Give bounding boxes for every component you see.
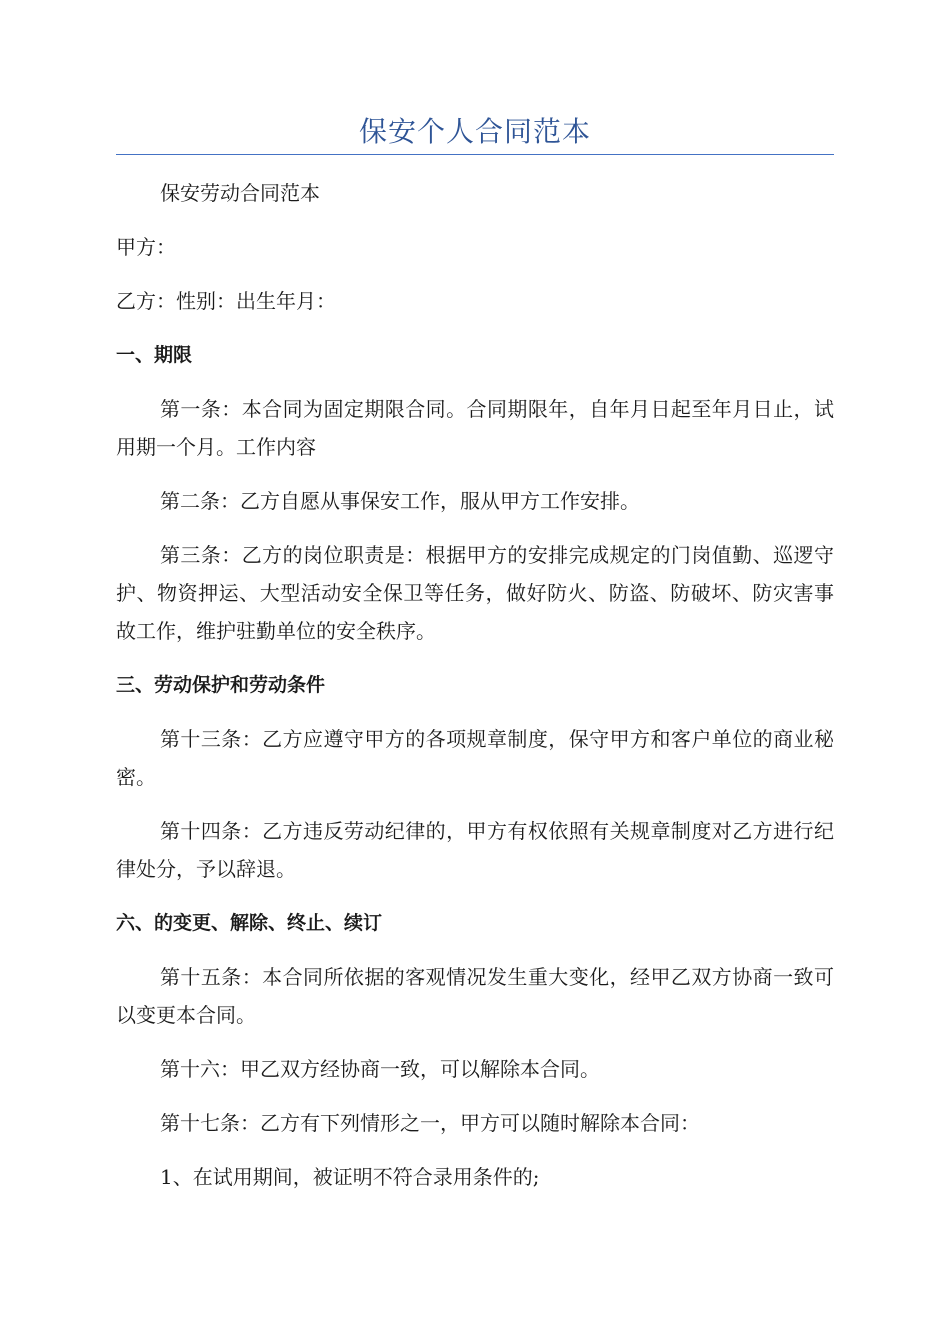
title-underline bbox=[116, 154, 834, 155]
paragraph-party-b: 乙方：性别：出生年月： bbox=[116, 289, 336, 313]
section-heading-labor-protection: 三、劳动保护和劳动条件 bbox=[116, 674, 326, 696]
paragraph-item-1: 1、在试用期间，被证明不符合录用条件的; bbox=[160, 1165, 540, 1189]
paragraph-article-15: 第十五条：本合同所依据的客观情况发生重大变化，经甲乙双方协商一致可以变更本合同。 bbox=[116, 965, 834, 1027]
section-heading-term: 一、期限 bbox=[116, 344, 193, 366]
paragraph-article-2: 第二条：乙方自愿从事保安工作，服从甲方工作安排。 bbox=[160, 489, 640, 513]
paragraph-article-17: 第十七条：乙方有下列情形之一，甲方可以随时解除本合同： bbox=[160, 1111, 700, 1135]
document-body bbox=[116, 174, 834, 1212]
paragraph-article-14: 第十四条：乙方违反劳动纪律的，甲方有权依照有关规章制度对乙方进行纪律处分，予以辞退。 bbox=[116, 819, 834, 881]
paragraph-party-a: 甲方： bbox=[116, 235, 176, 259]
section-heading-contract-changes: 六、的变更、解除、终止、续订 bbox=[116, 912, 383, 934]
paragraph-article-3: 第三条：乙方的岗位职责是：根据甲方的安排完成规定的门岗值勤、巡逻守护、物资押运、大型活动安全保卫等任务，做好防火、防盗、防破坏、防灾害事故工作，维护驻勤单位的安全秩序。 bbox=[116, 543, 834, 643]
document-title: 保安个人合同范本 bbox=[358, 115, 591, 148]
paragraph-subtitle: 保安劳动合同范本 bbox=[160, 181, 320, 205]
paragraph-article-16: 第十六：甲乙双方经协商一致，可以解除本合同。 bbox=[160, 1057, 600, 1081]
paragraph-article-1: 第一条：本合同为固定期限合同。合同期限年，自年月日起至年月日止，试用期一个月。工作内容 bbox=[116, 397, 834, 459]
paragraph-article-13: 第十三条：乙方应遵守甲方的各项规章制度，保守甲方和客户单位的商业秘密。 bbox=[116, 727, 834, 789]
